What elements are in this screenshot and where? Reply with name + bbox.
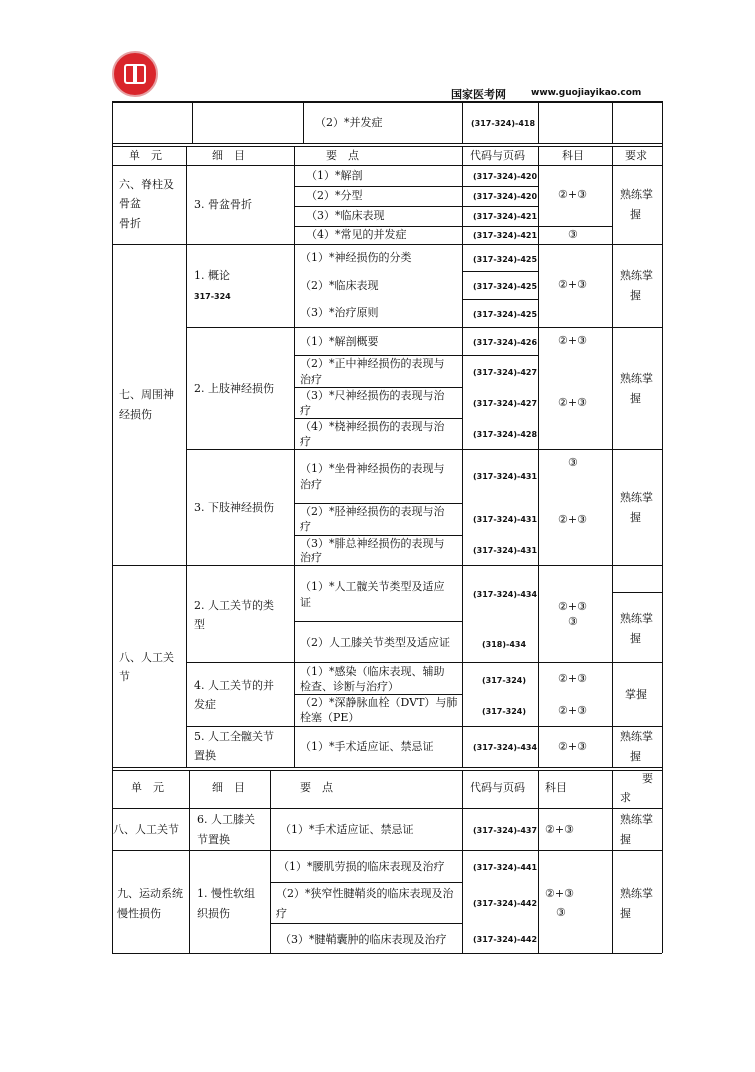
header2-point: 要 点 — [300, 781, 333, 794]
s7-d2-code-4: (317-324)-428 — [473, 430, 538, 439]
s8-d2-point-1a: （1）*人工髋关节类型及适应 — [300, 580, 445, 593]
header2-code: 代码与页码 — [470, 781, 525, 794]
s8-d2-code-2: (318)-434 — [482, 640, 527, 649]
site-url: www.guojiayikao.com — [531, 88, 642, 98]
s6-unit-line3: 骨折 — [119, 217, 141, 230]
header2-unit: 单 元 — [131, 781, 164, 794]
s7-d2-req-line2: 握 — [630, 392, 641, 405]
s8-d4-subject-a: ②+③ — [558, 672, 587, 685]
s6-detail: 3. 骨盆骨折 — [194, 198, 252, 211]
s8-d4-point-1b: 检查、诊断与治疗） — [300, 680, 399, 693]
s6-code-1: (317-324)-420 — [473, 172, 538, 181]
s8-d4-point-2a: （2）*深静脉血栓（DVT）与肺 — [300, 696, 458, 709]
header2-req-line1: 要 — [642, 772, 653, 785]
s7-d2-code-2: (317-324)-427 — [473, 368, 538, 377]
s9-req-line1: 熟练掌 — [620, 887, 653, 900]
s7-d3-point-2b: 疗 — [300, 520, 311, 533]
s8b-req-line1: 熟练掌 — [620, 813, 653, 826]
s8b-point: （1）*手术适应证、禁忌证 — [280, 823, 414, 836]
s7-d3-point-1b: 治疗 — [300, 478, 322, 491]
s8-unit-line1: 八、人工关 — [119, 651, 174, 664]
s9-subject-line2: ③ — [556, 906, 566, 919]
site-logo — [112, 51, 158, 97]
s9-req-line2: 握 — [620, 907, 631, 920]
s7-d3-point-1a: （1）*坐骨神经损伤的表现与 — [300, 462, 445, 475]
s7-unit-line2: 经损伤 — [119, 408, 152, 421]
s7-d1-code: 317-324 — [194, 292, 231, 301]
s8-d5-point: （1）*手术适应证、禁忌证 — [300, 740, 434, 753]
s8-d5-req-line1: 熟练掌 — [620, 730, 653, 743]
s8-d2-req-line2: 握 — [630, 632, 641, 645]
s9-code-1: (317-324)-441 — [473, 863, 538, 872]
s6-code-3: (317-324)-421 — [473, 212, 538, 221]
s7-d3-point-3a: （3）*腓总神经损伤的表现与 — [300, 537, 445, 550]
s8-d4-code-2: (317-324) — [482, 707, 527, 716]
s6-code-4: (317-324)-421 — [473, 231, 538, 240]
s8b-unit: 八、人工关节 — [113, 823, 179, 836]
s6-point-3: （3）*临床表现 — [306, 209, 385, 222]
header2-detail: 细 目 — [212, 781, 245, 794]
header-point: 要 点 — [326, 149, 359, 162]
s7-d1-point-2: （2）*临床表现 — [300, 279, 379, 292]
s6-subject-a: ②+③ — [558, 188, 587, 201]
s6-req-line2: 握 — [630, 208, 641, 221]
s7-d1-req-line1: 熟练掌 — [620, 269, 653, 282]
s9-point-1: （1）*腰肌劳损的临床表现及治疗 — [278, 860, 445, 873]
s8-d4-line1: 4. 人工关节的并 — [194, 679, 274, 692]
s6-point-2: （2）*分型 — [306, 189, 363, 202]
s9-unit-line1: 九、运动系统 — [117, 887, 183, 900]
header2-req-line2: 求 — [620, 791, 631, 804]
s8b-detail-line1: 6. 人工膝关 — [197, 813, 255, 826]
s7-d2: 2. 上肢神经损伤 — [194, 382, 274, 395]
s9-subject-line1: ②+③ — [545, 887, 574, 900]
s8-d2-subject-line2: ③ — [568, 615, 578, 628]
s8-d2-line1: 2. 人工关节的类 — [194, 599, 274, 612]
s9-code-2: (317-324)-442 — [473, 899, 538, 908]
s7-d3-subject-b: ②+③ — [558, 513, 587, 526]
s8b-code: (317-324)-437 — [473, 826, 538, 835]
s8-d2-point-2: （2）人工膝关节类型及适应证 — [300, 636, 450, 649]
s7-d1-point-3: （3）*治疗原则 — [300, 306, 379, 319]
header-code: 代码与页码 — [470, 149, 525, 162]
s7-d3-point-2a: （2）*胫神经损伤的表现与治 — [300, 505, 445, 518]
header-requirement: 要求 — [625, 149, 647, 162]
s9-point-3: （3）*腱鞘囊肿的临床表现及治疗 — [280, 933, 447, 946]
s7-d2-point-2b: 治疗 — [300, 373, 322, 386]
s8-unit-line2: 节 — [119, 670, 130, 683]
s7-d3-code-1: (317-324)-431 — [473, 472, 538, 481]
s7-d2-point-4b: 疗 — [300, 435, 311, 448]
s8-d2-line2: 型 — [194, 618, 205, 631]
s7-d2-subject-b: ②+③ — [558, 396, 587, 409]
s7-d2-point-3b: 疗 — [300, 404, 311, 417]
s8-d4-point-1a: （1）*感染（临床表现、辅助 — [300, 665, 445, 678]
site-name: 国家医考网 — [451, 88, 506, 101]
s8-d5-req-line2: 握 — [630, 750, 641, 763]
s8-d5-subject: ②+③ — [558, 740, 587, 753]
s8-d2-point-1b: 证 — [300, 596, 311, 609]
top-point: （2）*并发症 — [315, 116, 383, 129]
s7-d3-req-line2: 握 — [630, 511, 641, 524]
s8-d5-code: (317-324)-434 — [473, 743, 538, 752]
s8-d4-code-1: (317-324) — [482, 676, 527, 685]
header-unit: 单 元 — [129, 149, 162, 162]
s7-d2-point-2a: （2）*正中神经损伤的表现与 — [300, 357, 445, 370]
s7-d1-subject: ②+③ — [558, 278, 587, 291]
s9-detail-line2: 织损伤 — [197, 907, 230, 920]
s7-d3: 3. 下肢神经损伤 — [194, 501, 274, 514]
s7-d1-code-3: (317-324)-425 — [473, 310, 538, 319]
s7-d3-req-line1: 熟练掌 — [620, 491, 653, 504]
s6-unit-line1: 六、脊柱及 — [119, 178, 174, 191]
s9-point-2a: （2）*狭窄性腱鞘炎的临床表现及治 — [276, 887, 454, 900]
header-detail: 细 目 — [212, 149, 245, 162]
s7-d2-point-3a: （3）*尺神经损伤的表现与治 — [300, 389, 445, 402]
s8-d2-code-1: (317-324)-434 — [473, 590, 538, 599]
s7-d3-point-3b: 治疗 — [300, 551, 322, 564]
s7-d2-point-1: （1）*解剖概要 — [300, 335, 379, 348]
s6-req-line1: 熟练掌 — [620, 188, 653, 201]
header-subject: 科目 — [562, 149, 584, 162]
s7-d3-code-3: (317-324)-431 — [473, 546, 538, 555]
s6-code-2: (317-324)-420 — [473, 192, 538, 201]
s8b-detail-line2: 节置换 — [197, 833, 230, 846]
s7-d1-code-2: (317-324)-425 — [473, 282, 538, 291]
s8-d5-line1: 5. 人工全髋关节 — [194, 730, 274, 743]
s8-d4-req: 掌握 — [625, 688, 647, 701]
header2-subject: 科目 — [545, 781, 567, 794]
s9-point-2b: 疗 — [276, 907, 287, 920]
s6-point-4: （4）*常见的并发症 — [306, 228, 407, 241]
s7-d1: 1. 概论 — [194, 269, 230, 282]
top-code: (317-324)-418 — [471, 119, 536, 128]
s7-d2-code-1: (317-324)-426 — [473, 338, 538, 347]
s9-code-3: (317-324)-442 — [473, 935, 538, 944]
s8b-subject: ②+③ — [545, 823, 574, 836]
s7-d2-subject-a: ②+③ — [558, 334, 587, 347]
s7-unit-line1: 七、周围神 — [119, 388, 174, 401]
s6-point-1: （1）*解剖 — [306, 169, 363, 182]
s8b-req-line2: 握 — [620, 833, 631, 846]
s7-d2-point-4a: （4）*桡神经损伤的表现与治 — [300, 420, 445, 433]
s7-d3-code-2: (317-324)-431 — [473, 515, 538, 524]
s8-d2-req-line1: 熟练掌 — [620, 612, 653, 625]
s8-d2-subject-line1: ②+③ — [558, 600, 587, 613]
s6-subject-b: ③ — [568, 228, 578, 241]
s7-d2-code-3: (317-324)-427 — [473, 399, 538, 408]
s6-unit-line2: 骨盆 — [119, 197, 141, 210]
s7-d1-point-1: （1）*神经损伤的分类 — [300, 251, 412, 264]
s8-d5-line2: 置换 — [194, 749, 216, 762]
s8-d4-subject-b: ②+③ — [558, 704, 587, 717]
s9-detail-line1: 1. 慢性软组 — [197, 887, 255, 900]
s7-d1-req-line2: 握 — [630, 289, 641, 302]
s7-d2-req-line1: 熟练掌 — [620, 372, 653, 385]
s8-d4-point-2b: 栓塞（PE） — [300, 711, 360, 724]
s7-d1-code-1: (317-324)-425 — [473, 255, 538, 264]
s8-d4-line2: 发症 — [194, 698, 216, 711]
s7-d3-subject-a: ③ — [568, 456, 578, 469]
s9-unit-line2: 慢性损伤 — [117, 907, 161, 920]
logo-bar-icon — [133, 64, 137, 84]
